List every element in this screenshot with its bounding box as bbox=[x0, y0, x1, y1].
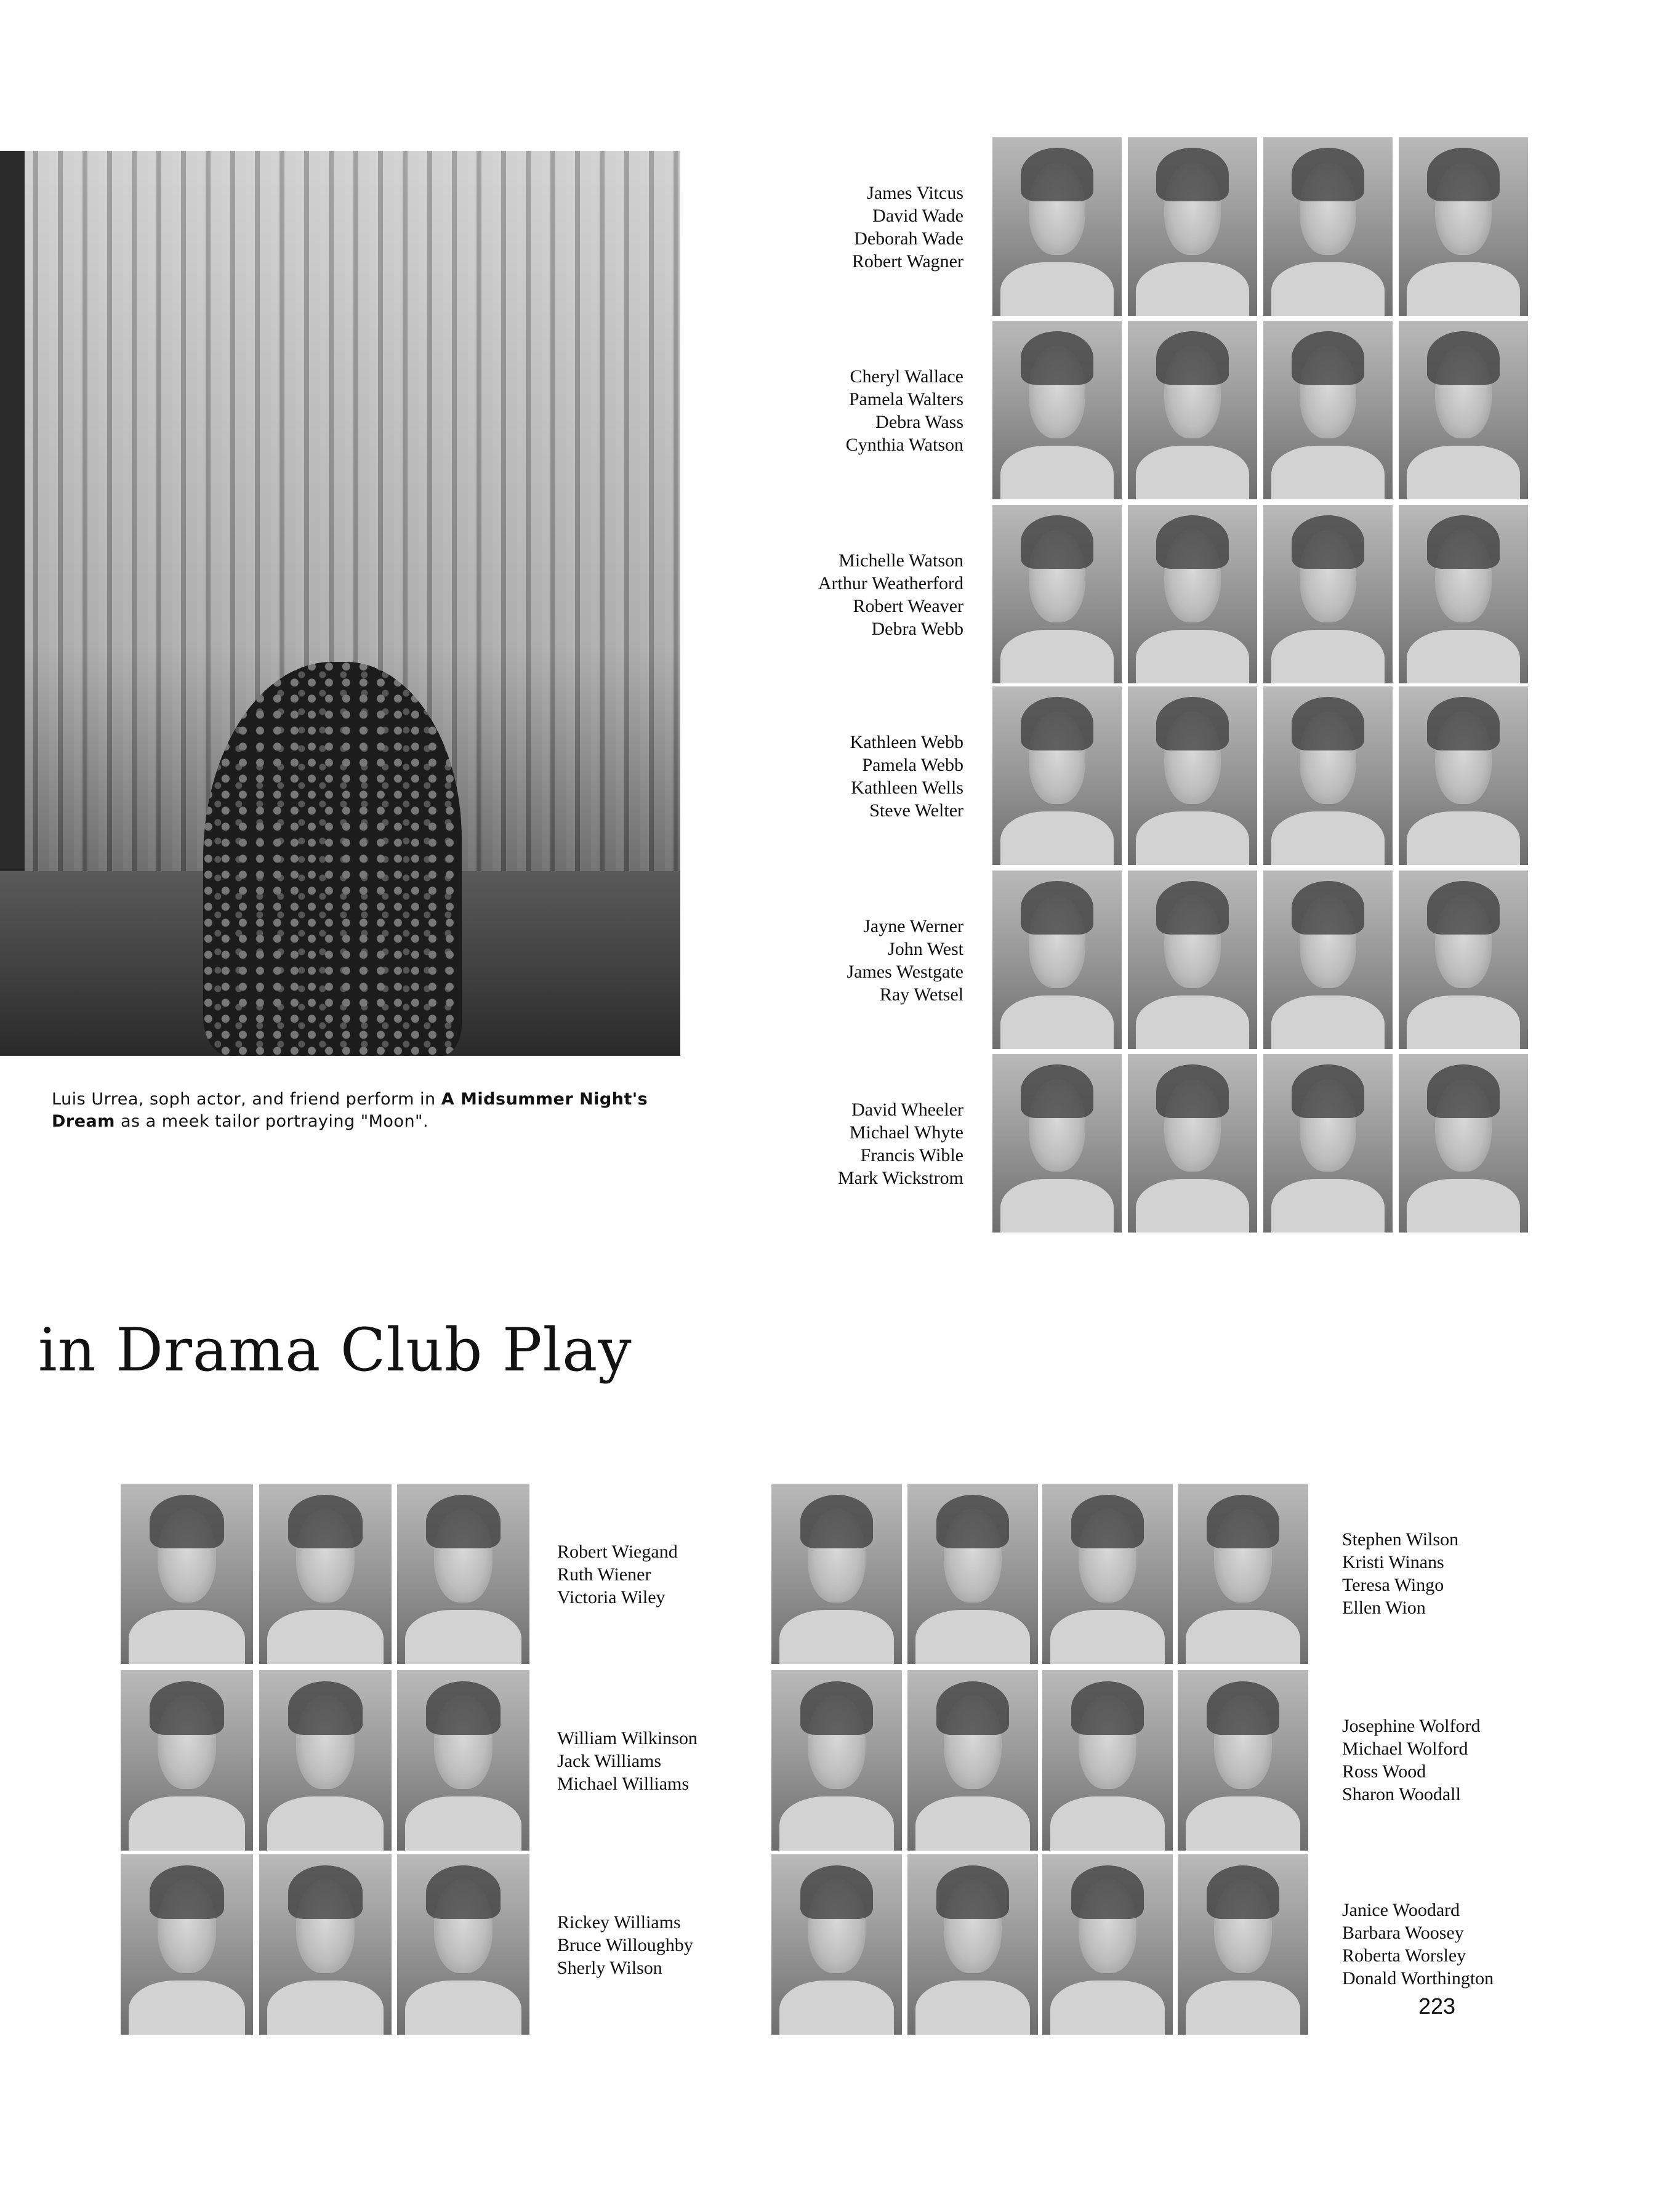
student-portrait bbox=[1399, 321, 1528, 499]
student-names-list bbox=[846, 365, 963, 456]
student-name: Roberta Worsley bbox=[1342, 1945, 1466, 1966]
student-portrait bbox=[1128, 871, 1257, 1049]
student-name: John West bbox=[888, 939, 963, 959]
student-name: Janice Woodard bbox=[1342, 1900, 1460, 1920]
student-names-list bbox=[1342, 1528, 1458, 1619]
student-name: Teresa Wingo bbox=[1342, 1575, 1444, 1595]
student-portrait bbox=[1128, 137, 1257, 316]
student-name: Ross Wood bbox=[1342, 1761, 1426, 1782]
student-portrait bbox=[1128, 1054, 1257, 1233]
student-name: Deborah Wade bbox=[854, 228, 963, 249]
student-name: Robert Wiegand bbox=[557, 1542, 678, 1562]
student-portrait bbox=[992, 321, 1122, 499]
student-names-list bbox=[1342, 1899, 1494, 1990]
student-portrait bbox=[1178, 1484, 1308, 1664]
student-portrait bbox=[771, 1670, 902, 1851]
student-name: Jayne Werner bbox=[863, 916, 963, 936]
student-name: Kristi Winans bbox=[1342, 1552, 1444, 1572]
student-name: Arthur Weatherford bbox=[818, 573, 963, 593]
student-portrait bbox=[771, 1854, 902, 2035]
student-portrait bbox=[397, 1670, 529, 1851]
student-portrait bbox=[1399, 505, 1528, 683]
student-portrait bbox=[1399, 686, 1528, 865]
student-portrait bbox=[1178, 1670, 1308, 1851]
student-names-list bbox=[847, 915, 963, 1006]
student-name: Kathleen Wells bbox=[851, 778, 963, 798]
student-name: Michael Wolford bbox=[1342, 1739, 1468, 1759]
student-name: Barbara Woosey bbox=[1342, 1923, 1464, 1943]
student-name: Debra Wass bbox=[875, 412, 963, 432]
student-portrait bbox=[1399, 137, 1528, 316]
student-portrait bbox=[121, 1854, 253, 2035]
student-portrait bbox=[1128, 505, 1257, 683]
stage-photo bbox=[0, 151, 680, 1054]
student-portrait bbox=[259, 1670, 392, 1851]
student-portrait bbox=[1042, 1854, 1173, 2035]
student-name: Sharon Woodall bbox=[1342, 1784, 1461, 1804]
student-name: Jack Williams bbox=[557, 1751, 662, 1771]
student-portrait bbox=[259, 1484, 392, 1664]
student-portrait bbox=[1042, 1484, 1173, 1664]
student-portrait bbox=[992, 1054, 1122, 1233]
student-name: Steve Welter bbox=[869, 800, 963, 821]
student-name: Pamela Walters bbox=[848, 389, 963, 409]
student-name: Mark Wickstrom bbox=[837, 1168, 963, 1188]
student-portrait bbox=[1263, 321, 1393, 499]
student-portrait bbox=[121, 1670, 253, 1851]
student-name: Rickey Williams bbox=[557, 1912, 681, 1932]
student-portrait bbox=[992, 686, 1122, 865]
caption-text-pre: Luis Urrea, soph actor, and friend perform in bbox=[52, 1090, 441, 1109]
student-portrait bbox=[907, 1854, 1038, 2035]
student-name: Cheryl Wallace bbox=[850, 366, 963, 387]
student-name: Michael Williams bbox=[557, 1774, 690, 1794]
student-name: Donald Worthington bbox=[1342, 1968, 1494, 1989]
student-portrait bbox=[397, 1854, 529, 2035]
student-portrait bbox=[992, 137, 1122, 316]
student-portrait bbox=[771, 1484, 902, 1664]
student-name: Kathleen Webb bbox=[850, 732, 963, 752]
student-name: Sherly Wilson bbox=[557, 1958, 662, 1978]
student-names-list bbox=[1342, 1715, 1481, 1806]
student-portrait bbox=[1042, 1670, 1173, 1851]
student-name: William Wilkinson bbox=[557, 1728, 698, 1748]
student-name: Bruce Willoughby bbox=[557, 1935, 693, 1955]
student-portrait bbox=[1178, 1854, 1308, 2035]
student-name: David Wheeler bbox=[851, 1100, 963, 1120]
student-portrait bbox=[1263, 871, 1393, 1049]
student-portrait bbox=[1263, 686, 1393, 865]
student-name: Debra Webb bbox=[871, 619, 963, 639]
student-names-list bbox=[850, 731, 963, 822]
student-portrait bbox=[1263, 137, 1393, 316]
student-name: Ray Wetsel bbox=[879, 984, 963, 1005]
student-name: Ellen Wion bbox=[1342, 1598, 1426, 1618]
student-name: Cynthia Watson bbox=[845, 435, 963, 455]
student-name: Josephine Wolford bbox=[1342, 1716, 1481, 1736]
student-name: Robert Wagner bbox=[851, 251, 963, 271]
student-name: Michelle Watson bbox=[839, 550, 963, 571]
student-name: Stephen Wilson bbox=[1342, 1529, 1459, 1550]
student-name: Pamela Webb bbox=[862, 755, 963, 775]
student-name: Francis Wible bbox=[860, 1145, 963, 1165]
student-name: Victoria Wiley bbox=[557, 1587, 666, 1607]
student-portrait bbox=[259, 1854, 392, 2035]
student-name: James Westgate bbox=[847, 962, 963, 982]
student-name: Michael Whyte bbox=[849, 1122, 963, 1143]
student-portrait bbox=[907, 1670, 1038, 1851]
caption-text-post: as a meek tailor portraying "Moon". bbox=[115, 1112, 429, 1131]
student-portrait bbox=[992, 871, 1122, 1049]
student-names-list bbox=[838, 1098, 963, 1189]
student-names-list bbox=[557, 1727, 698, 1795]
student-name: David Wade bbox=[872, 206, 963, 226]
student-portrait bbox=[121, 1484, 253, 1664]
moon-costume-figure bbox=[203, 662, 462, 1056]
photo-caption bbox=[52, 1088, 704, 1133]
student-names-list bbox=[557, 1540, 678, 1609]
student-portrait bbox=[1399, 1054, 1528, 1233]
student-name: James Vitcus bbox=[867, 183, 963, 203]
page-title: in Drama Club Play bbox=[38, 1316, 632, 1385]
student-portrait bbox=[1128, 686, 1257, 865]
caption-play-title-1: A Midsummer Night's bbox=[441, 1090, 648, 1109]
student-portrait bbox=[1399, 871, 1528, 1049]
student-portrait bbox=[1128, 321, 1257, 499]
student-portrait bbox=[907, 1484, 1038, 1664]
student-name: Ruth Wiener bbox=[557, 1564, 651, 1585]
caption-play-title-2: Dream bbox=[52, 1112, 115, 1131]
student-portrait bbox=[992, 505, 1122, 683]
student-name: Robert Weaver bbox=[853, 596, 963, 616]
student-portrait bbox=[1263, 1054, 1393, 1233]
student-portrait bbox=[1263, 505, 1393, 683]
page-number: 223 bbox=[1418, 1993, 1456, 2019]
student-names-list bbox=[852, 182, 963, 273]
student-names-list bbox=[818, 549, 963, 640]
student-portrait bbox=[397, 1484, 529, 1664]
student-names-list bbox=[557, 1911, 693, 1979]
